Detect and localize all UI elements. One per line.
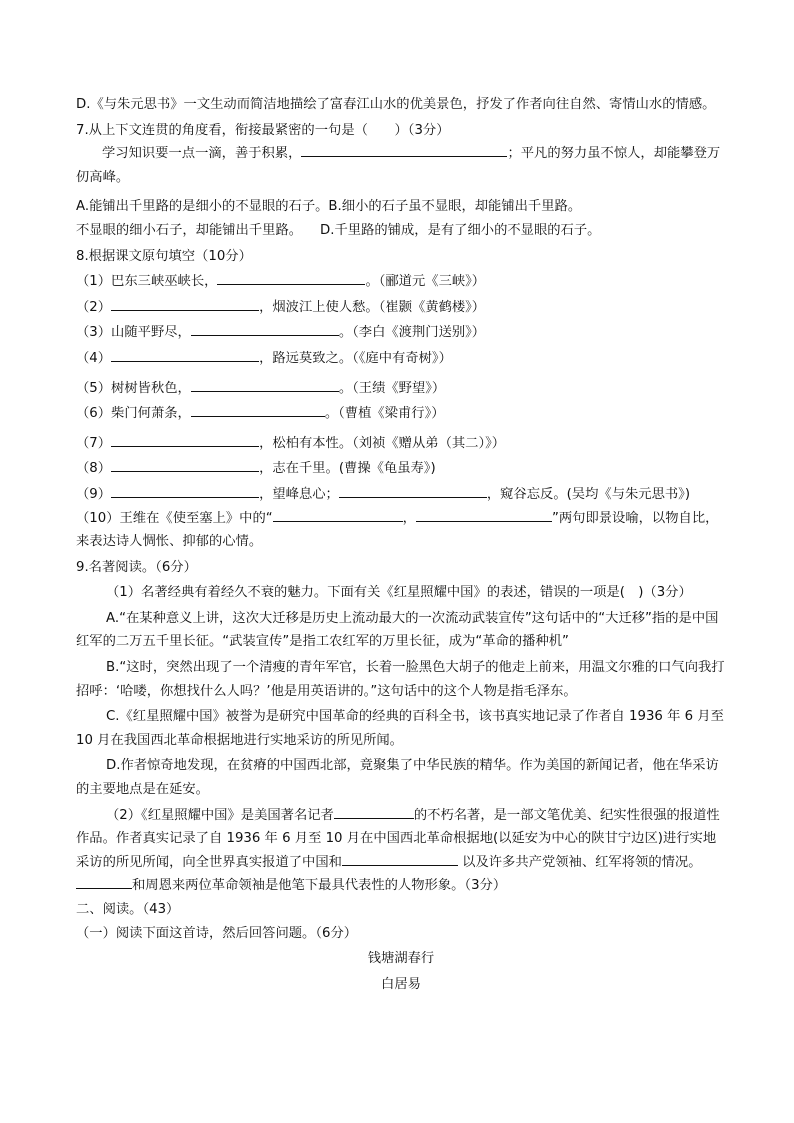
answer-blank[interactable]: [339, 483, 487, 498]
answer-blank[interactable]: [334, 804, 414, 819]
question-9-option-c: C.《红星照耀中国》被誉为是研究中国革命的经典的百科全书，该书真实地记录了作者自 1936 年 6 月至 10 月在我国西北革命根据地进行实地采访的所见所闻。: [76, 709, 724, 748]
answer-blank[interactable]: [217, 270, 365, 285]
answer-blank[interactable]: [111, 296, 259, 311]
question-7-options-ab: A.能铺出千里路的是细小的不显眼的石子。B.细小的石子虽不显眼，却能铺出千里路。: [76, 199, 582, 215]
poem-author: 白居易: [381, 976, 421, 992]
exam-page: [76, 93, 726, 996]
question-9-stem: 9.名著阅读。（6分）: [76, 559, 197, 575]
question-8-item-6: （6）柴门何萧条， 。（曹植《梁甫行》）: [76, 402, 726, 426]
question-9-option-b: B.“这时，突然出现了一个清瘦的青年军官，长着一脸黑色大胡子的他走上前来，用温文尔雅的口气向我打招呼：‘哈喽，你想找什么人吗？’他是用英语讲的。”这句话中的这个人物是指毛泽东。: [76, 660, 725, 699]
question-8-stem: 8.根据课文原句填空（10分）: [76, 248, 252, 264]
answer-blank[interactable]: [342, 851, 458, 866]
question-8-item-9: （9） ，望峰息心； ，窥谷忘反。(吴均《与朱元思书》): [76, 483, 726, 507]
question-8-item-10: （10）王维在《使至塞上》中的“ ， ”两句即景设喻，以物自比，来表达诗人惆怅、抑郁的心情。: [76, 507, 726, 554]
answer-blank[interactable]: [191, 377, 339, 392]
question-8-item-3: （3）山随平野尽， 。（李白《渡荆门送别》）: [76, 321, 726, 345]
question-8-item-1: （1）巴东三峡巫峡长， 。（郦道元《三峡》）: [76, 270, 726, 294]
answer-blank[interactable]: [111, 483, 259, 498]
question-8-item-7: （7） ，松柏有本性。（刘祯《赠从弟（其二）》）: [76, 432, 726, 456]
answer-blank[interactable]: [111, 457, 259, 472]
question-7-options-cd: 不显眼的细小石子，却能铺出千里路。 D.千里路的铺成，是有了细小的不显眼的石子。: [76, 222, 601, 238]
option-d-text: D.《与朱元思书》一文生动而简洁地描绘了富春江山水的优美景色，抒发了作者向往自然、寄情山水的情感。: [76, 97, 716, 112]
question-8-item-8: （8） ，志在千里。(曹操《龟虽寿》): [76, 457, 726, 481]
answer-blank[interactable]: [301, 142, 507, 157]
question-9-option-a: A.“在某种意义上讲，这次大迁移是历史上流动最大的一次流动武装宣传”这句话中的“大迁移”指的是中国红军的二万五千里长征。“武装宣传”是指工农红军的万里长征，成为“革命的播种机”: [76, 610, 719, 650]
section-2-heading: 二、阅读。（43）: [76, 902, 180, 917]
question-9-option-d: D.作者惊奇地发现，在贫瘠的中国西北部，竟聚集了中华民族的精华。作为美国的新闻记者，他在华采访的主要地点是在延安。: [76, 758, 719, 798]
answer-blank[interactable]: [111, 432, 259, 447]
question-9-sub-1: （1）名著经典有着经久不衰的魅力。下面有关《红星照耀中国》的表述，错误的一项是( )（3分）: [106, 585, 692, 601]
question-8-item-5: （5）树树皆秋色， 。（王绩《野望》）: [76, 377, 726, 401]
answer-blank[interactable]: [416, 507, 552, 522]
question-9-sub-2: （2）《红星照耀中国》是美国著名记者 的不朽名著，是一部文笔优美、纪实性很强的报道性作品。作者真实记录了自 1936 年 6 月至 10 月在中国西北革命根据地(以延安为中心的陕甘宁边区)进行实地采访的所见所闻，向全世界真实报道了中国和 以及许多共产党领袖、红军将领的情况。和周恩来两位革命领袖是他笔下最具代表性的人物形象。（3分）: [76, 804, 726, 898]
answer-blank[interactable]: [111, 347, 259, 362]
question-7-passage: 学习知识要一点一滴，善于积累， ；平凡的努力虽不惊人，却能攀登万仞高峰。: [76, 142, 726, 189]
answer-blank[interactable]: [191, 321, 339, 336]
question-8-item-2: （2） ，烟波江上使人愁。（崔颢《黄鹤楼》）: [76, 296, 726, 320]
question-7-stem: 7.从上下文连贯的角度看，衔接最紧密的一句是（ ）（3分）: [76, 122, 450, 138]
question-8-item-4: （4） ，路远莫致之。（《庭中有奇树》）: [76, 347, 726, 371]
poem-title: 钱塘湖春行: [367, 951, 435, 967]
reading-1-heading: （一）阅读下面这首诗，然后回答问题。（6分）: [76, 925, 358, 941]
answer-blank[interactable]: [191, 402, 325, 417]
answer-blank[interactable]: [273, 507, 403, 522]
answer-blank[interactable]: [76, 874, 132, 889]
